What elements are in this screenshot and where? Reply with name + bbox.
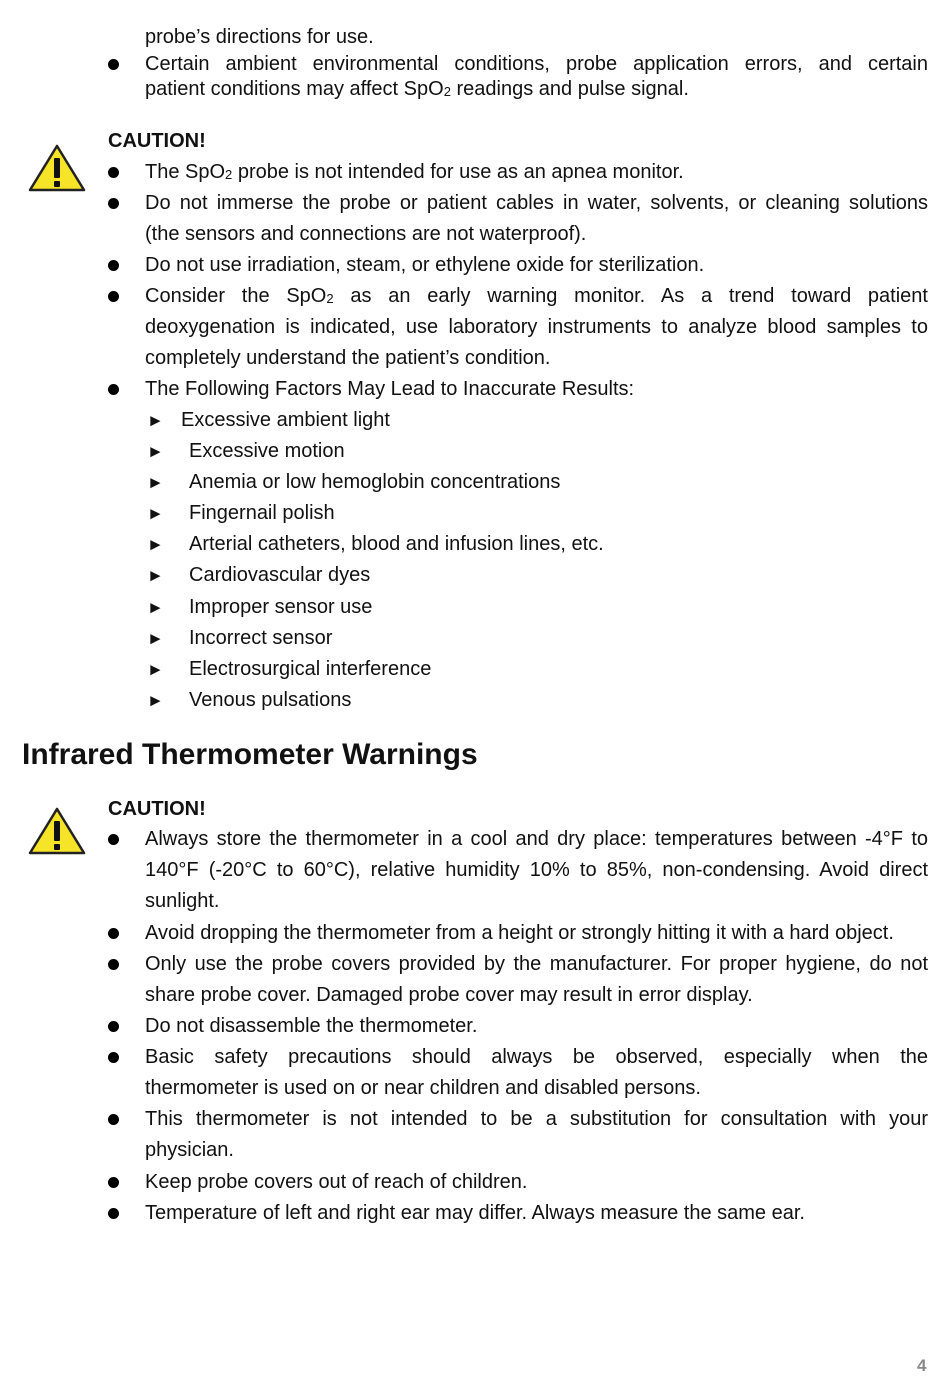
bullet-text-cont: completely understand the patient’s condition. (145, 347, 551, 369)
arrow-bullet-icon: ► (147, 566, 164, 585)
factor-item: Venous pulsations (189, 689, 352, 711)
bullet-text-cont: thermometer is used on or near children and disabled persons. (145, 1077, 701, 1099)
bullet-dot (108, 928, 119, 939)
warning-triangle-icon (28, 143, 86, 193)
bullet-text: Temperature of left and right ear may differ. Always measure the same ear. (145, 1202, 805, 1224)
bullet-text-cont: share probe cover. Damaged probe cover may result in error display. (145, 984, 753, 1006)
caution-label: CAUTION! (108, 130, 206, 152)
arrow-bullet-icon: ► (147, 691, 164, 710)
bullet-text: Consider the SpO$_2$ as an early warning monitor. As a trend toward patient (145, 285, 928, 307)
warning-triangle-icon (28, 806, 86, 856)
factor-item: Arterial catheters, blood and infusion lines, etc. (189, 533, 604, 555)
arrow-bullet-icon: ► (147, 629, 164, 648)
bullet-dot (108, 260, 119, 271)
bullet-dot (108, 1021, 119, 1032)
factor-item: Anemia or low hemoglobin concentrations (189, 471, 561, 493)
bullet-text: Always store the thermometer in a cool and dry place: temperatures between -4°F to (145, 828, 928, 850)
caution-label: CAUTION! (108, 798, 206, 820)
bullet-text: The SpO$_2$ probe is not intended for use as an apnea monitor. (145, 161, 684, 183)
bullet-dot (108, 1052, 119, 1063)
section-heading: Infrared Thermometer Warnings (22, 738, 478, 771)
bullet-text-cont: deoxygenation is indicated, use laboratory instruments to analyze blood samples to (145, 316, 928, 338)
bullet-dot (108, 167, 119, 178)
bullet-dot (108, 384, 119, 395)
continuation-text: probe’s directions for use. (145, 26, 374, 48)
bullet-text: Basic safety precautions should always be observed, especially when the (145, 1046, 928, 1068)
arrow-bullet-icon: ► (147, 504, 164, 523)
bullet-text-cont: physician. (145, 1139, 234, 1161)
factor-item: Cardiovascular dyes (189, 564, 371, 586)
arrow-bullet-icon: ► (147, 411, 164, 430)
bullet-text: This thermometer is not intended to be a substitution for consultation with your (145, 1108, 928, 1130)
bullet-dot (108, 834, 119, 845)
factor-item: Excessive motion (189, 440, 345, 462)
bullet-text-cont: (the sensors and connections are not waterproof). (145, 223, 587, 245)
bullet-text-cont: sunlight. (145, 890, 220, 912)
arrow-bullet-icon: ► (147, 660, 164, 679)
factor-item: Electrosurgical interference (189, 658, 432, 680)
page-number: 4 (917, 1356, 927, 1375)
factor-item: Improper sensor use (189, 596, 373, 618)
bullet-dot (108, 959, 119, 970)
bullet-dot (108, 1177, 119, 1188)
bullet-dot (108, 291, 119, 302)
bullet-text: Keep probe covers out of reach of children. (145, 1171, 528, 1193)
bullet-dot (108, 59, 119, 70)
arrow-bullet-icon: ► (147, 598, 164, 617)
arrow-bullet-icon: ► (147, 473, 164, 492)
bullet-dot (108, 1114, 119, 1125)
bullet-text: The Following Factors May Lead to Inaccurate Results: (145, 378, 635, 400)
bullet-text: Only use the probe covers provided by the manufacturer. For proper hygiene, do not (145, 953, 928, 975)
bullet-text: Do not immerse the probe or patient cables in water, solvents, or cleaning solutions (145, 192, 928, 214)
bullet-text: Do not use irradiation, steam, or ethylene oxide for sterilization. (145, 254, 705, 276)
bullet-text: Do not disassemble the thermometer. (145, 1015, 478, 1037)
factor-item: Fingernail polish (189, 502, 335, 524)
bullet-dot (108, 1208, 119, 1219)
arrow-bullet-icon: ► (147, 442, 164, 461)
bullet-text: Certain ambient environmental conditions, probe application errors, and certain (145, 53, 928, 75)
factor-item: Incorrect sensor (189, 627, 333, 649)
arrow-bullet-icon: ► (147, 535, 164, 554)
bullet-text-cont: patient conditions may affect SpO$_2$ readings and pulse signal. (145, 78, 689, 100)
bullet-text-cont: 140°F (-20°C to 60°C), relative humidity 10% to 85%, non-condensing. Avoid direct (145, 859, 928, 881)
bullet-text: Avoid dropping the thermometer from a height or strongly hitting it with a hard object. (145, 922, 894, 944)
factor-item: Excessive ambient light (181, 409, 390, 431)
bullet-dot (108, 198, 119, 209)
